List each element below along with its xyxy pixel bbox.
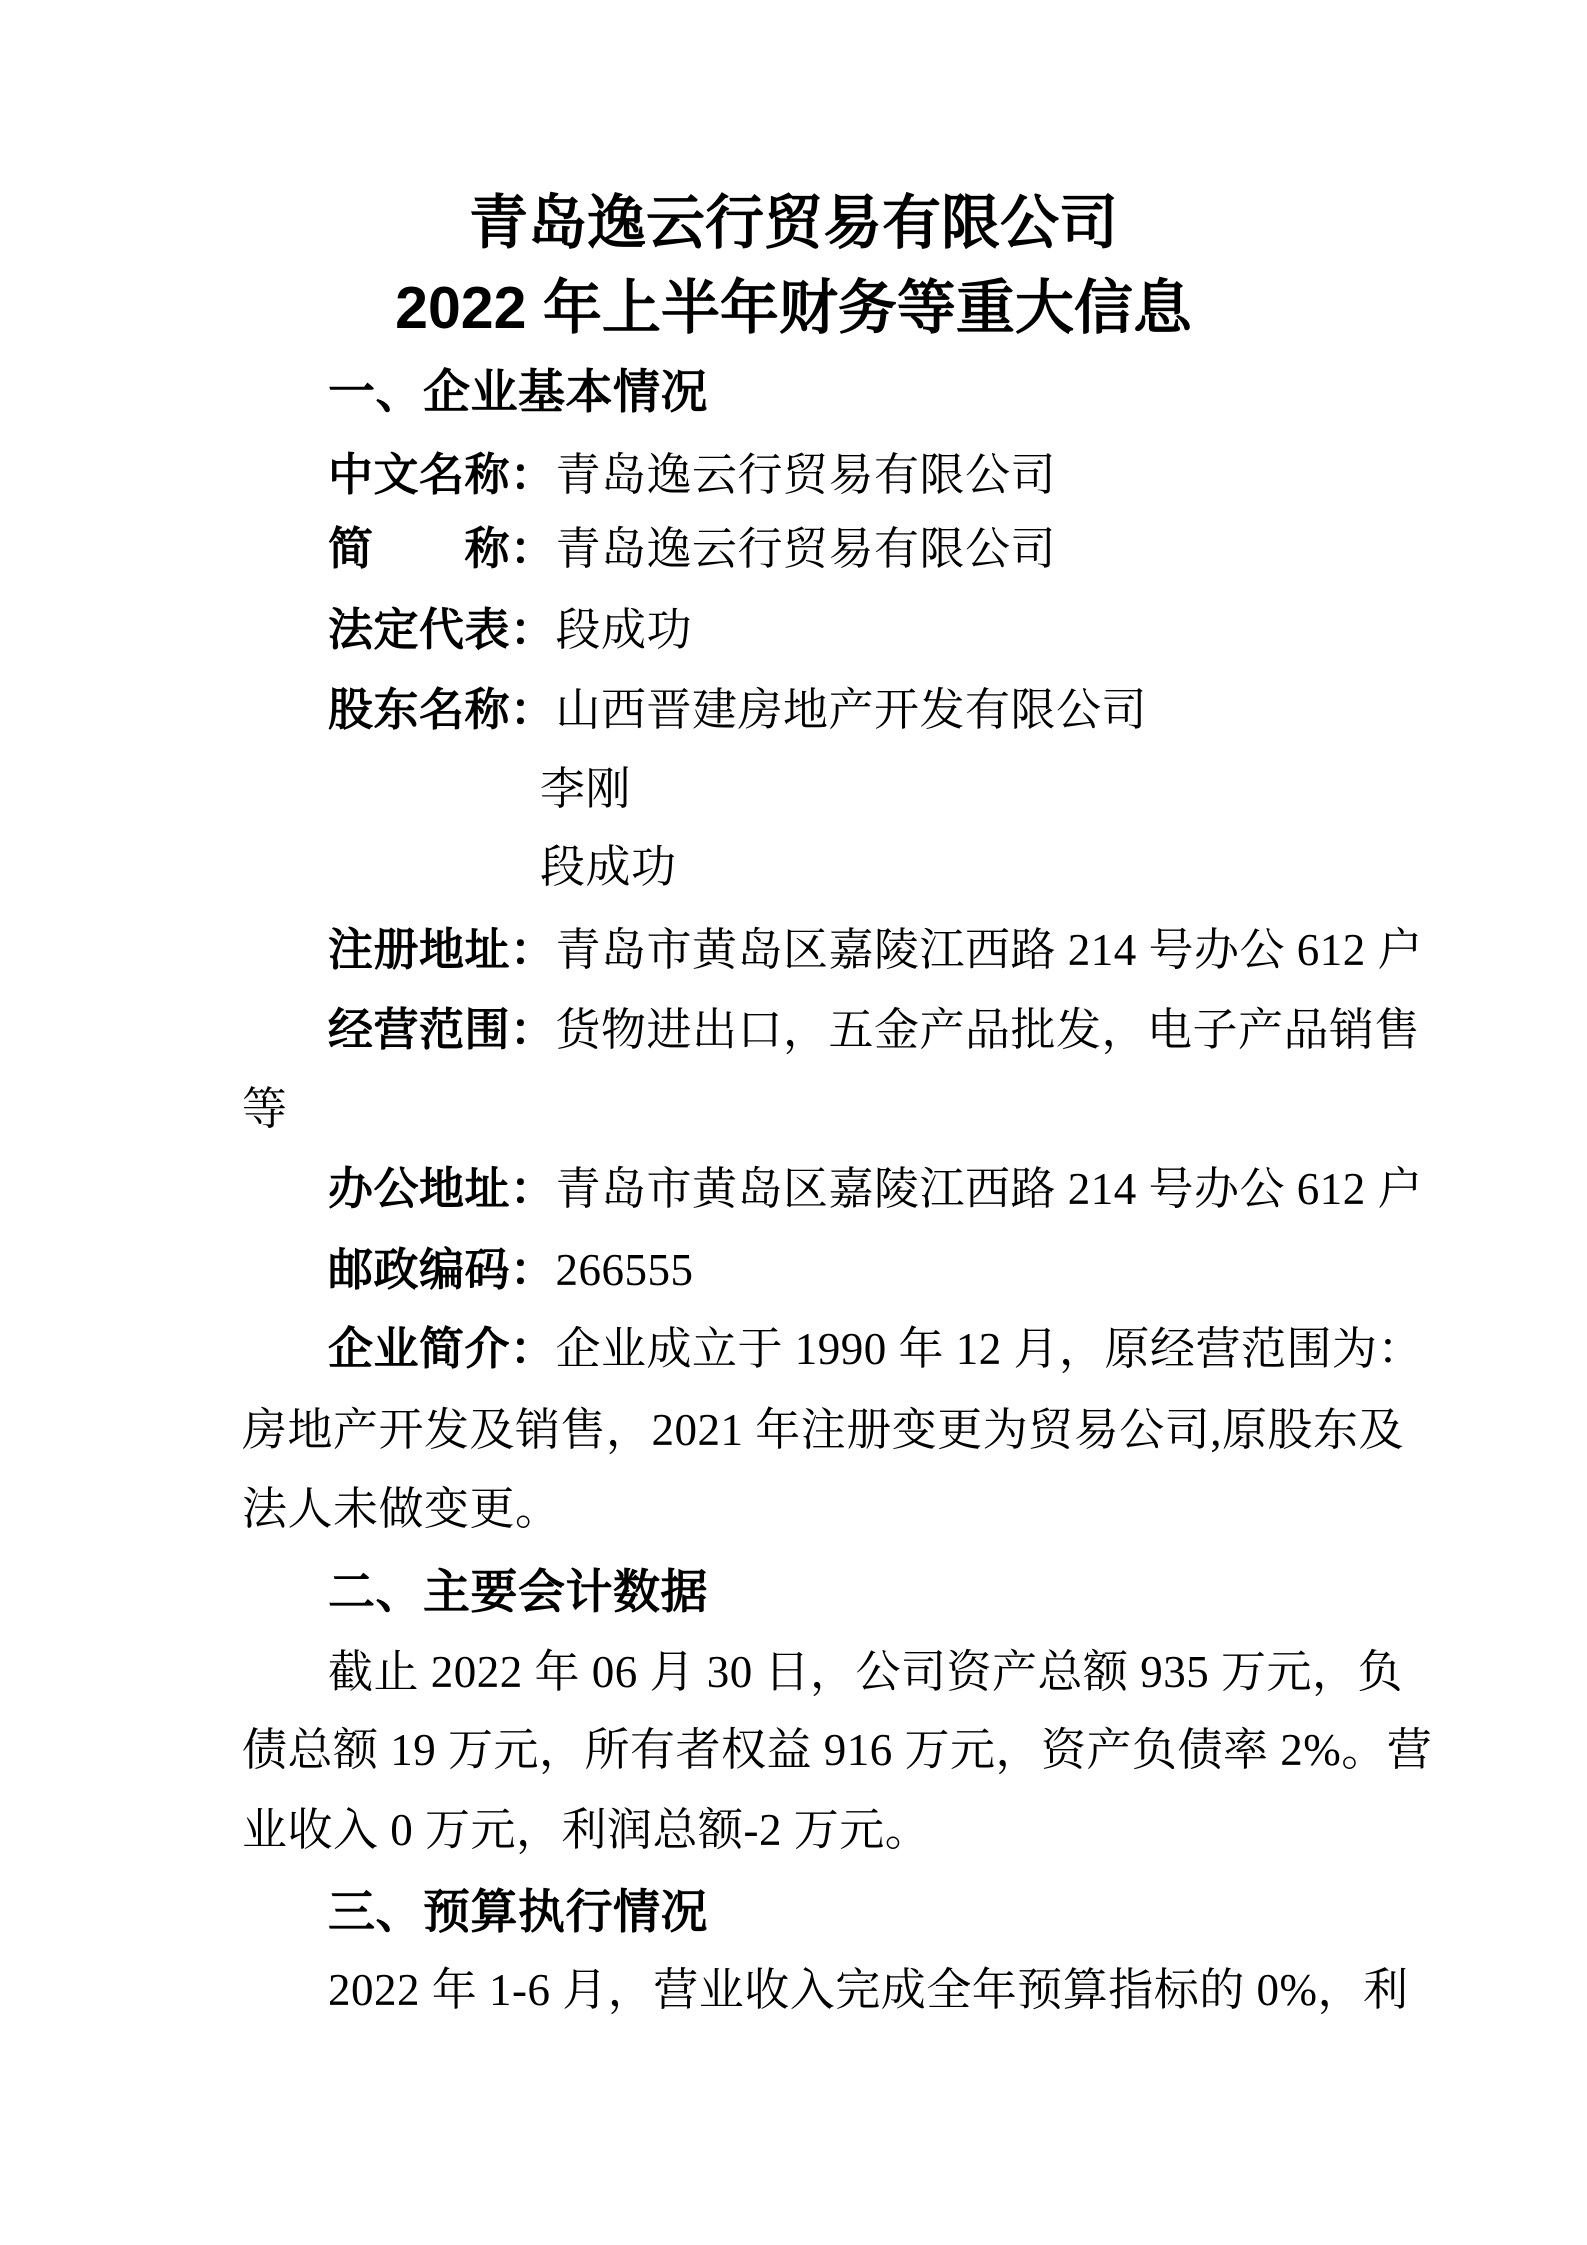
field-registered-address bbox=[328, 924, 1423, 977]
field-label: 企业简介： bbox=[328, 1324, 556, 1374]
field-label: 注册地址： bbox=[328, 925, 556, 975]
document-title-line2: 2022 年上半年财务等重大信息 bbox=[395, 275, 1192, 341]
field-shareholders bbox=[328, 684, 1147, 737]
section-heading-basic-info: 一、企业基本情况 bbox=[328, 365, 708, 418]
document-title-line1: 青岛逸云行贸易有限公司 bbox=[468, 190, 1118, 256]
field-value: 266555 bbox=[555, 1245, 694, 1295]
field-label: 法定代表： bbox=[328, 605, 556, 655]
field-company-profile-wrap-3: 法人未做变更。 bbox=[242, 1484, 561, 1534]
section-heading-budget-execution: 三、预算执行情况 bbox=[328, 1885, 708, 1938]
field-value: 青岛逸云行贸易有限公司 bbox=[555, 524, 1057, 574]
field-company-profile-wrap-2: 房地产开发及销售，2021 年注册变更为贸易公司,原股东及 bbox=[242, 1405, 1405, 1455]
field-postal-code bbox=[328, 1244, 694, 1297]
field-value: 青岛市黄岛区嘉陵江西路 214 号办公 612 户 bbox=[555, 1164, 1424, 1214]
field-label: 中文名称： bbox=[328, 450, 556, 500]
field-value: 山西晋建房地产开发有限公司 bbox=[555, 685, 1148, 735]
budget-paragraph-line1: 2022 年 1-6 月，营业收入完成全年预算指标的 0%，利 bbox=[328, 1965, 1409, 2015]
field-legal-representative bbox=[328, 604, 692, 657]
field-value: 青岛市黄岛区嘉陵江西路 214 号办公 612 户 bbox=[555, 925, 1424, 975]
section-heading-accounting-data: 二、主要会计数据 bbox=[328, 1565, 708, 1618]
field-shareholders-value-3: 段成功 bbox=[540, 842, 677, 892]
field-label: 股东名称： bbox=[328, 685, 556, 735]
field-label: 简 称： bbox=[328, 524, 556, 574]
accounting-paragraph-line1: 截止 2022 年 06 月 30 日，公司资产总额 935 万元，负 bbox=[328, 1647, 1404, 1697]
accounting-paragraph-line2: 债总额 19 万元，所有者权益 916 万元，资产负债率 2%。营 bbox=[242, 1725, 1433, 1775]
field-chinese-name bbox=[328, 449, 1056, 502]
field-value: 段成功 bbox=[555, 605, 693, 655]
field-short-name bbox=[328, 523, 1056, 576]
field-value: 青岛逸云行贸易有限公司 bbox=[555, 450, 1057, 500]
field-office-address bbox=[328, 1163, 1423, 1216]
field-label: 办公地址： bbox=[328, 1164, 556, 1214]
field-value: 货物进出口，五金产品批发，电子产品销售 bbox=[555, 1005, 1421, 1055]
field-business-scope-wrap: 等 bbox=[242, 1084, 288, 1134]
field-company-profile bbox=[328, 1323, 1423, 1376]
field-label: 经营范围： bbox=[328, 1005, 556, 1055]
field-value: 企业成立于 1990 年 12 月，原经营范围为： bbox=[555, 1324, 1424, 1374]
field-label: 邮政编码： bbox=[328, 1245, 556, 1295]
field-business-scope bbox=[328, 1004, 1420, 1057]
field-shareholders-value-2: 李刚 bbox=[540, 764, 632, 814]
accounting-paragraph-line3: 业收入 0 万元，利润总额-2 万元。 bbox=[242, 1805, 931, 1855]
